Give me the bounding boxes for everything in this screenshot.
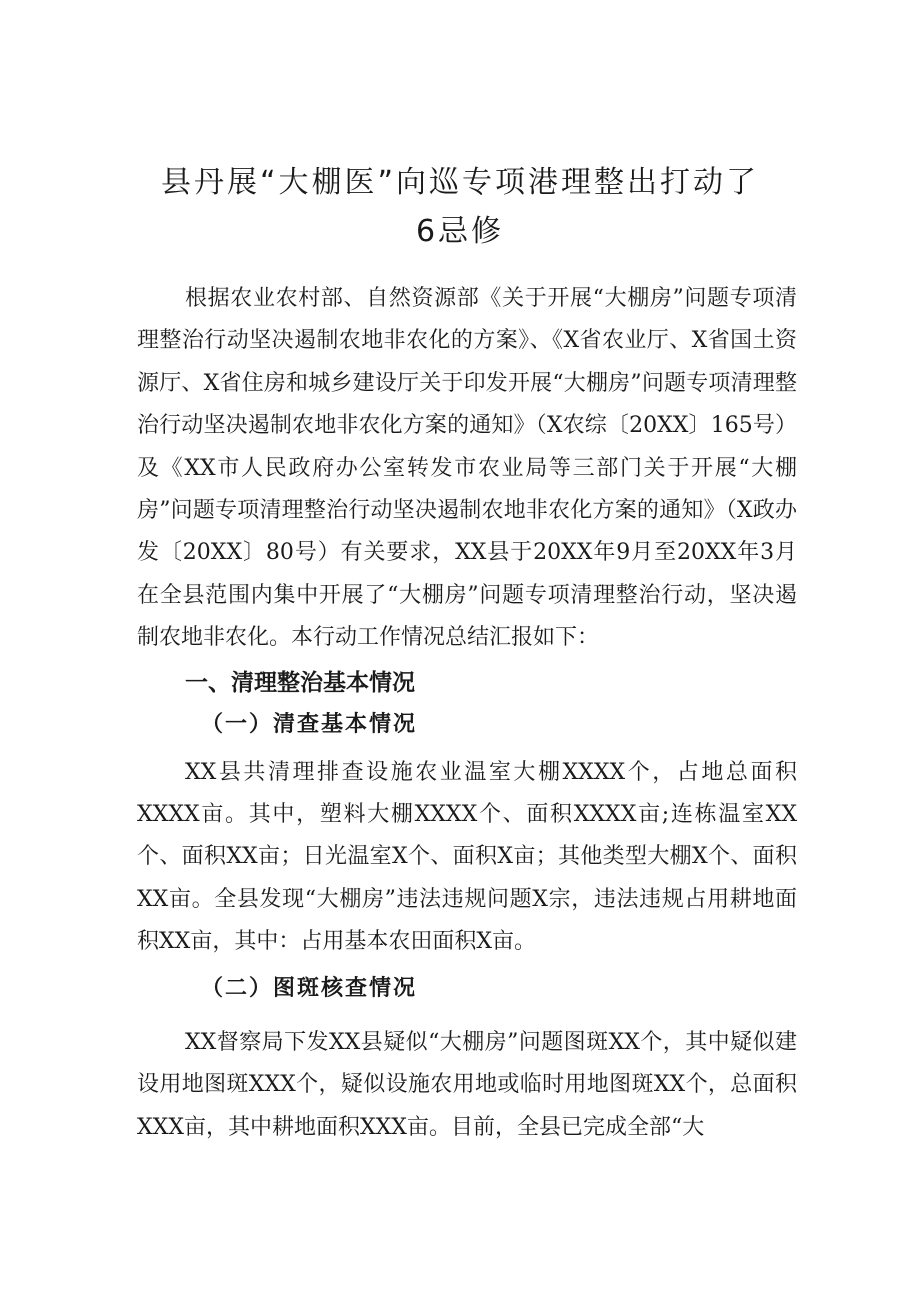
document-title-line2: 6忌修: [415, 214, 505, 249]
section1-heading: 一、清理整治基本情况: [185, 669, 415, 696]
intro-paragraph: 根据农业农村部、自然资源部《关于开展“大棚房”问题专项清理整治行动坚决遏制农地非农化的方案》、《X省农业厅、X省国土资源厅、X省住房和城乡建设厅关于印发开展“大棚房”问题专项清理整治行动坚决遏制农地非农化方案的通知》（X农综〔20XX〕165号）及《XX市人民政府办公室转发市农业局等三部门关于开展“大棚房”问题专项清理整治行动坚决遏制农地非农化方案的通知》（X政办发〔20XX〕80号）有关要求，XX县于20XX年9月至20XX年3月在全县范围内集中开展了“大棚房”问题专项清理整治行动，坚决遏制农地非农化。本行动工作情况总结汇报如下：: [137, 286, 797, 651]
document-title-line1: 县丹展“大棚医”向巡专项港理整出打动了: [160, 165, 760, 200]
document-body: [137, 278, 797, 1149]
subsection1-heading: （一）清查基本情况: [201, 711, 418, 737]
subsection2-heading: （二）图斑核查情况: [201, 975, 418, 1001]
subsection1-paragraph: XX县共清理排查设施农业温室大棚XXXX个，占地总面积XXXX亩。其中，塑料大棚XXXX个、面积XXXX亩;连栋温室XX个、面积XX亩；日光温室X个、面积X亩；其他类型大棚X个、面积XX亩。全县发现“大棚房”违法违规问题X宗，违法违规占用耕地面积XX亩，其中：占用基本农田面积X亩。: [137, 759, 797, 955]
subsection2-paragraph: XX督察局下发XX县疑似“大棚房”问题图斑XX个，其中疑似建设用地图斑XXX个，疑似设施农用地或临时用地图斑XX个，总面积XXX亩，其中耕地面积XXX亩。目前，全县已完成全部“大: [137, 1029, 797, 1140]
